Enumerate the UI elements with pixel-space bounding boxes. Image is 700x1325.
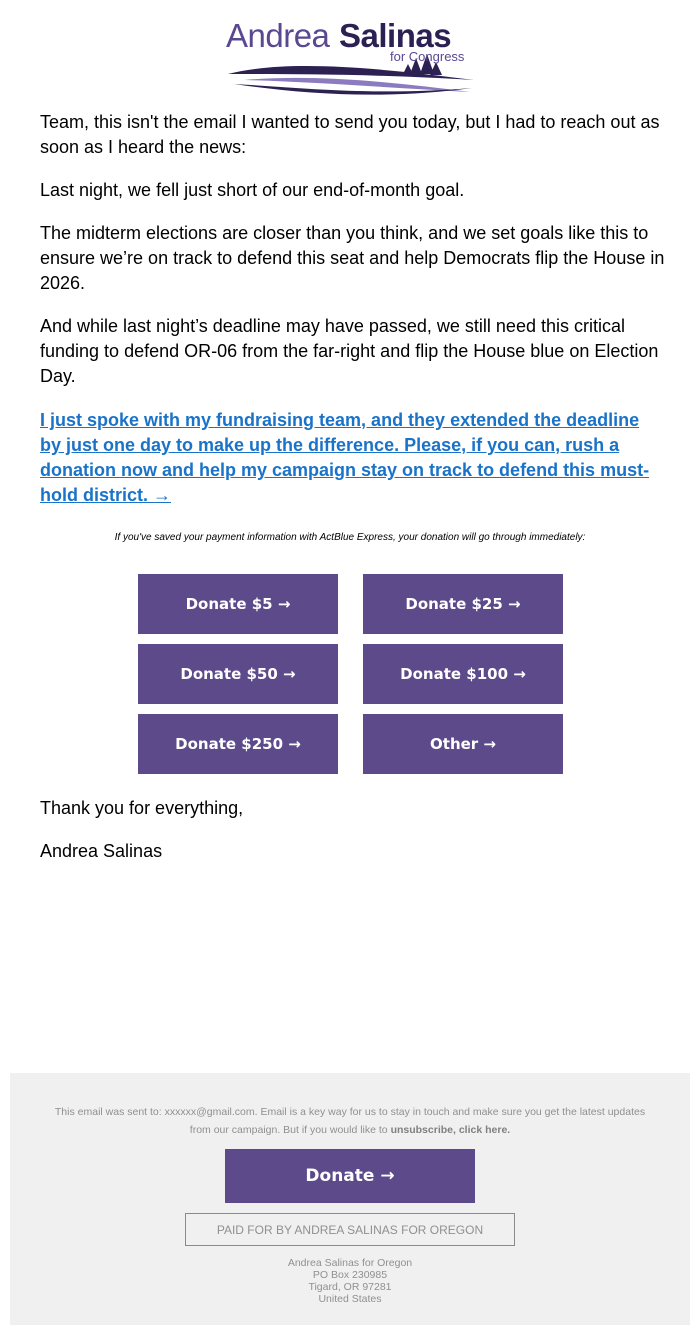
footer-sent-to-suffix: . Email is a key way for us to stay in touch and make sure you get the latest updates from our campaign. But if you would like to: [189, 1106, 646, 1136]
donate-250-button[interactable]: Donate $250 →: [138, 714, 338, 774]
closing-line: Thank you for everything,: [40, 798, 244, 818]
logo-tagline: for Congress: [390, 49, 465, 64]
footer-disclaimer: [50, 1103, 650, 1139]
footer-donate-button[interactable]: Donate →: [225, 1149, 475, 1203]
email-footer: [10, 1073, 690, 1325]
actblue-express-note: If you've saved your payment information with ActBlue Express, your donation will go through immediately:: [114, 532, 586, 543]
address-line: Tigard, OR 97281: [308, 1281, 392, 1293]
donate-100-button[interactable]: Donate $100 →: [363, 644, 563, 704]
donate-25-button[interactable]: Donate $25 →: [363, 574, 563, 634]
signature: Andrea Salinas: [40, 841, 163, 861]
footer-recipient-email: xxxxxx@gmail.com: [164, 1106, 255, 1118]
unsubscribe-link[interactable]: unsubscribe, click here.: [390, 1124, 511, 1136]
address-line: PO Box 230985: [312, 1269, 388, 1281]
donate-other-button[interactable]: Other →: [363, 714, 563, 774]
mailing-address: [150, 1257, 550, 1305]
logo-first-name: Andrea: [226, 17, 330, 54]
logo-last-name: Salinas: [339, 17, 452, 54]
donate-5-button[interactable]: Donate $5 →: [138, 574, 338, 634]
address-line: United States: [318, 1293, 382, 1305]
paid-for-disclaimer: PAID FOR BY ANDREA SALINAS FOR OREGON: [185, 1213, 515, 1246]
paragraph-deadline: And while last night’s deadline may have passed, we still need this critical funding to defend OR-06 from the far-right and flip the House blue on Election Day.: [40, 316, 659, 386]
donate-50-button[interactable]: Donate $50 →: [138, 644, 338, 704]
donation-cta-link[interactable]: I just spoke with my fundraising team, and they extended the deadline by just one day to make up the difference. Please, if you can, rush a donation now and help my campaign stay on track to defend this must-hold district. →: [40, 410, 650, 505]
footer-sent-to-prefix: This email was sent to:: [54, 1106, 165, 1118]
paragraph-intro: Team, this isn't the email I wanted to send you today, but I had to reach out as soon as I heard the news:: [40, 112, 660, 157]
address-line: Andrea Salinas for Oregon: [287, 1257, 413, 1269]
paragraph-goal: Last night, we fell just short of our end-of-month goal.: [40, 180, 465, 200]
campaign-logo: [224, 14, 476, 98]
paragraph-midterms: The midterm elections are closer than you think, and we set goals like this to ensure we’re on track to defend this seat and help Democrats flip the House in 2026.: [40, 223, 665, 293]
